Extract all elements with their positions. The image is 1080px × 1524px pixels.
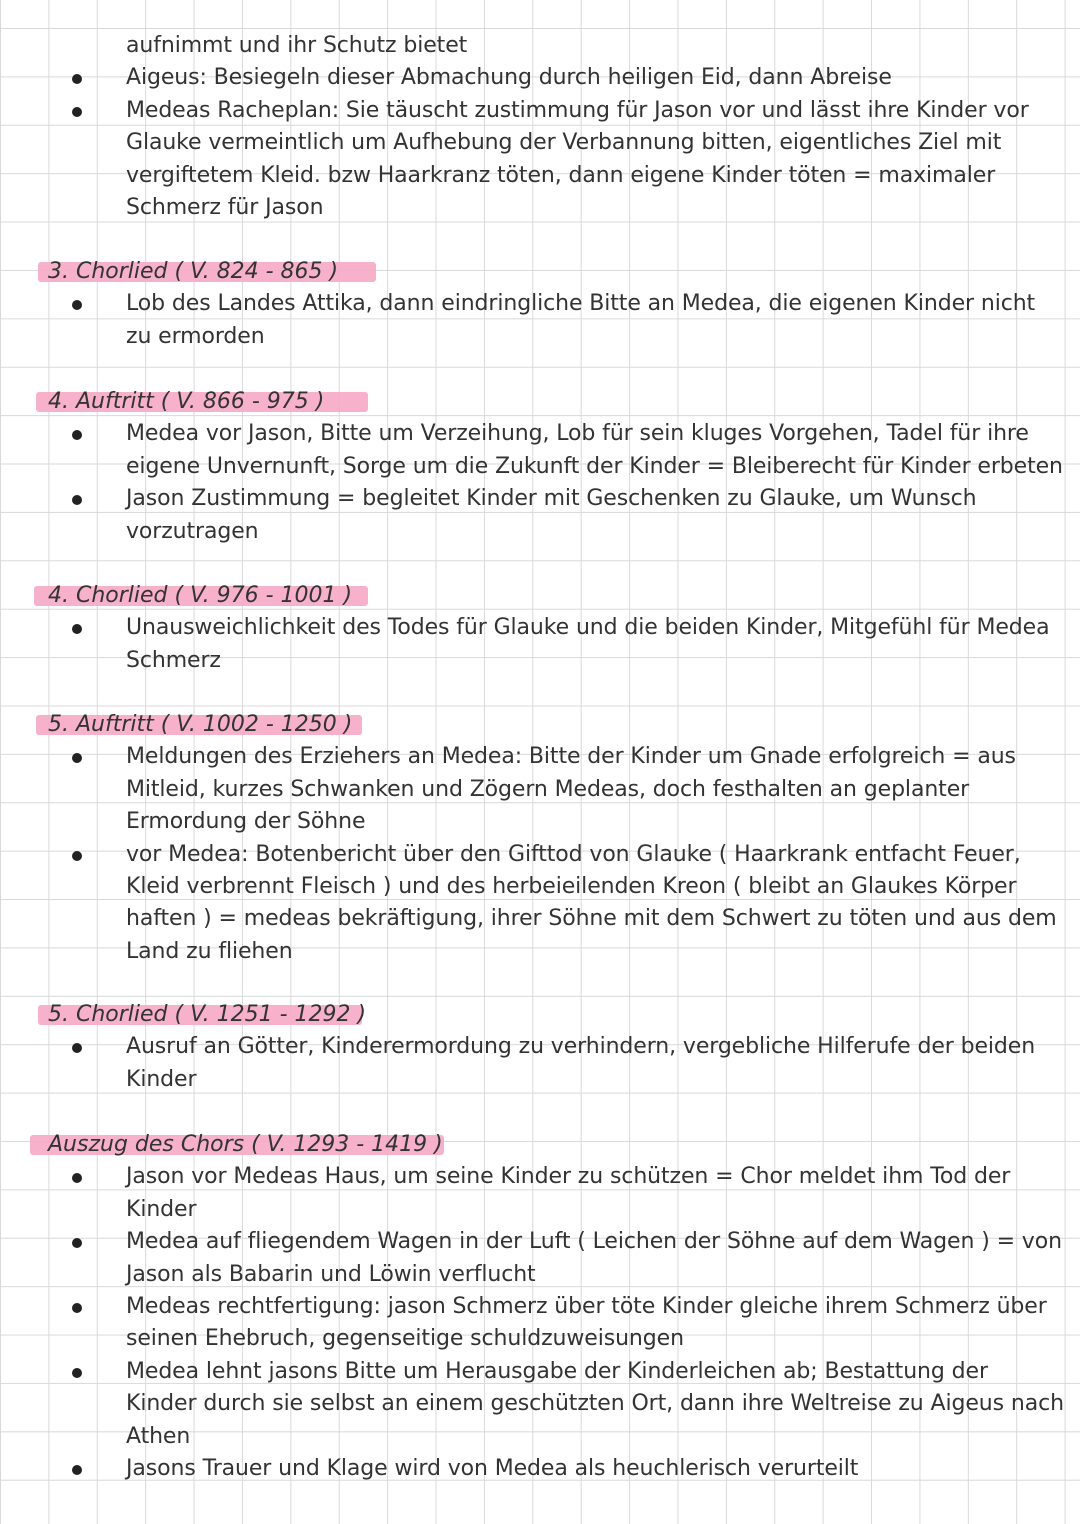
bullet-text-line: seinen Ehebruch, gegenseitige schuldzuweisungen [126, 1326, 684, 1352]
bullet-text-line: Jasons Trauer und Klage wird von Medea als heuchlerisch verurteilt [126, 1456, 859, 1481]
bullet-dot-icon [72, 1238, 82, 1248]
bullet-text-line: Jason als Babarin und Löwin verflucht [126, 1261, 536, 1287]
bullet-dot-icon [72, 753, 82, 763]
bullet-text-line: Kleid verbrennt Fleisch ) und des herbeieilenden Kreon ( bleibt an Glaukes Körper [126, 874, 1017, 899]
bullet-dot-icon [72, 1465, 82, 1475]
bullet-text-line: vor Medea: Botenbericht über den Gifttod von Glauke ( Haarkrank entfacht Feuer, [126, 841, 1021, 867]
bullet-text-line: Ermordung der Söhne [126, 809, 366, 835]
bullet-dot-icon [72, 74, 82, 84]
bullet-dot-icon [72, 430, 82, 440]
bullet-text-line: Medea vor Jason, Bitte um Verzeihung, Lob für sein kluges Vorgehen, Tadel für ihre [126, 421, 1029, 447]
bullet-text-line: Medeas Racheplan: Sie täuscht zustimmung für Jason vor und lässt ihre Kinder vor [126, 97, 1029, 123]
bullet-text-line: Medea auf fliegendem Wagen in der Luft ( Leichen der Söhne auf dem Wagen ) = von [126, 1229, 1062, 1255]
bullet-dot-icon [72, 495, 82, 505]
bullet-text-line: Jason Zustimmung = begleitet Kinder mit Geschenken zu Glauke, um Wunsch [126, 486, 977, 512]
bullet-text-line: eigene Unvernunft, Sorge um die Zukunft der Kinder = Bleiberecht für Kinder erbeten [126, 453, 1063, 479]
bullet-dot-icon [72, 1043, 82, 1053]
bullet-text-line: Unausweichlichkeit des Todes für Glauke und die beiden Kinder, Mitgefühl für Medea [126, 615, 1050, 641]
bullet-text-line: vergiftetem Kleid. bzw Haarkranz töten, dann eigene Kinder töten = maximaler [126, 162, 996, 188]
bullet-text-line: Medea lehnt jasons Bitte um Herausgabe der Kinderleichen ab; Bestattung der [126, 1358, 988, 1384]
bullet-dot-icon [72, 624, 82, 634]
bullet-dot-icon [72, 107, 82, 117]
section-heading: 4. Chorlied ( V. 976 - 1001 ) [48, 583, 353, 608]
bullet-dot-icon [72, 1303, 82, 1313]
bullet-text-line: Mitleid, kurzes Schwanken und Zögern Medeas, doch festhalten an geplanter [126, 776, 970, 802]
bullet-text-line: Athen [126, 1423, 191, 1449]
bullet-text-line: Glauke vermeintlich um Aufhebung der Verbannung bitten, eigentliches Ziel mit [126, 130, 1002, 156]
section-heading: 3. Chorlied ( V. 824 - 865 ) [48, 259, 339, 284]
bullet-text-line: zu ermorden [126, 323, 265, 349]
bullet-text-line: Ausruf an Götter, Kinderermordung zu verhindern, vergebliche Hilferufe der beiden [126, 1034, 1036, 1060]
bullet-text-line: haften ) = medeas bekräftigung, ihrer Söhne mit dem Schwert zu töten und aus dem [126, 906, 1057, 932]
bullet-dot-icon [72, 300, 82, 310]
section-heading: 5. Chorlied ( V. 1251 - 1292 ) [48, 1002, 367, 1027]
bullet-dot-icon [72, 1368, 82, 1378]
bullet-text-line: Jason vor Medeas Haus, um seine Kinder zu schützen = Chor meldet ihm Tod der [126, 1164, 1011, 1190]
section-heading: 5. Auftritt ( V. 1002 - 1250 ) [48, 712, 353, 737]
bullet-text-line: Medeas rechtfertigung: jason Schmerz über töte Kinder gleiche ihrem Schmerz über [126, 1294, 1047, 1319]
bullet-text-line: Aigeus: Besiegeln dieser Abmachung durch heiligen Eid, dann Abreise [126, 65, 892, 91]
bullet-dot-icon [72, 851, 82, 861]
bullet-text-line: Meldungen des Erziehers an Medea: Bitte der Kinder um Gnade erfolgreich = aus [126, 744, 1016, 770]
bullet-text-line: Kinder [126, 1066, 197, 1092]
bullet-text-line: aufnimmt und ihr Schutz bietet [126, 33, 468, 58]
bullet-text-line: Schmerz [126, 647, 221, 673]
section-heading: 4. Auftritt ( V. 866 - 975 ) [48, 389, 325, 414]
bullet-text-line: Kinder durch sie selbst an einem geschützten Ort, dann ihre Weltreise zu Aigeus nach [126, 1391, 1064, 1417]
bullet-text-line: Kinder [126, 1196, 197, 1222]
bullet-text-line: Schmerz für Jason [126, 195, 324, 220]
bullet-text-line: vorzutragen [126, 518, 259, 544]
bullet-dot-icon [72, 1173, 82, 1183]
bullet-text-line: Lob des Landes Attika, dann eindringliche Bitte an Medea, die eigenen Kinder nicht [126, 291, 1036, 317]
section-heading: Auszug des Chors ( V. 1293 - 1419 ) [48, 1132, 443, 1157]
bullet-text-line: Land zu fliehen [126, 938, 293, 964]
